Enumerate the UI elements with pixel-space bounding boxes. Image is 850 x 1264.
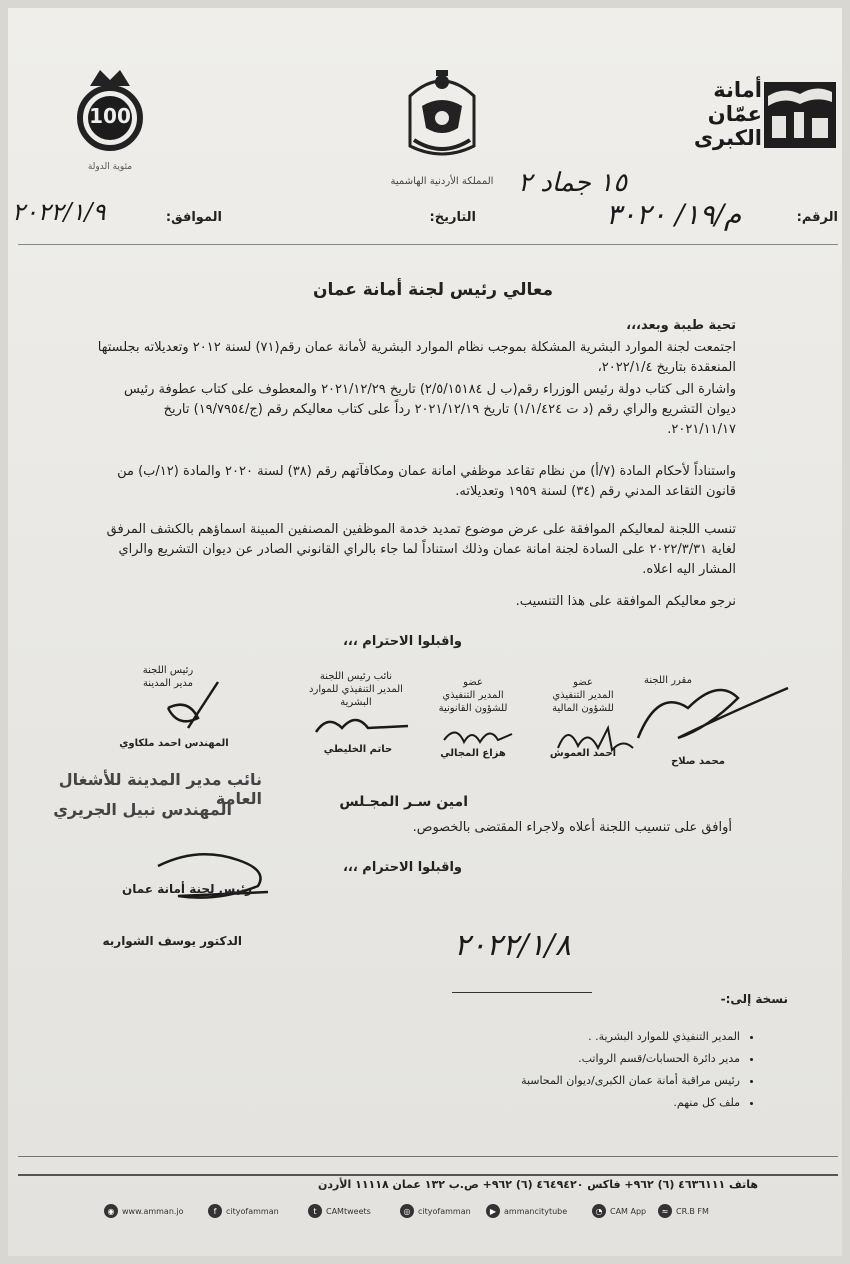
signatory-5-name: المهندس احمد ملكاوي (119, 738, 229, 749)
handwritten-council-date: ٢٠٢٢/١/٨ (454, 928, 571, 963)
copy-item: • ملف كل منهم. (521, 1092, 740, 1114)
social-instagram (400, 1204, 471, 1218)
equiv-value: ٢٠٢٢/١/٩ (12, 198, 106, 226)
chair-name: الدكتور يوسف الشواربه (102, 934, 242, 948)
paragraph-1: اجتمعت لجنة الموارد البشرية المشكلة بموجب نظام الموارد البشرية لأمانة عمان رقم(٧١) لسنة ٢٠١٢ وتعديلاته بجلستها المنعقدة بتاريخ ٢٠٢٢/١/٤، (97, 340, 736, 375)
signatory-3-title: عضو المدير التنفيذي للشؤون القانونية (438, 677, 508, 714)
signatory-5-title: رئيس اللجنة مدير المدينة (142, 665, 194, 689)
signatory-3 (418, 676, 528, 715)
youtube-icon: ▶ (486, 1204, 500, 1218)
social-radio-text: CR.B FM (676, 1206, 709, 1216)
letter-title: معالي رئيس لجنة أمانة عمان (312, 280, 554, 300)
handwritten-hijri-date: ١٥ جماد ٢ (518, 168, 628, 198)
signatory-4 (294, 670, 418, 709)
social-radio (658, 1204, 709, 1218)
date-underline (452, 992, 592, 993)
signatory-2-name: احمد العموش (549, 748, 617, 759)
twitter-icon: t (308, 1204, 322, 1218)
social-facebook (208, 1204, 279, 1218)
signatory-1-name: محمد صلاح (671, 756, 725, 767)
signature-4-icon (308, 708, 418, 744)
social-app-text: CAM App (610, 1206, 647, 1216)
footer-address: هاتف ٤٦٣٦١١١ (٦) ٩٦٢+ فاكس ٤٦٤٩٤٢٠ (٦) ٩٦٢+ ص.ب ١٣٢ عمان ١١١١٨ الأردن (317, 1178, 758, 1191)
paragraph-5: نرجو معاليكم الموافقة على هذا التنسيب. (515, 594, 736, 609)
letter-paper (8, 8, 842, 1256)
signatory-4-name: حاتم الخليطي (323, 744, 393, 755)
social-youtube-text: ammancitytube (504, 1206, 568, 1216)
signatory-3-name: هزاع المجالي (440, 748, 506, 759)
council-approval: أوافق على تنسيب اللجنة أعلاه ولاجراء المقتضى بالخصوص. (412, 820, 732, 835)
paragraph-4: تنسب اللجنة لمعاليكم الموافقة على عرض موضوع تمديد خدمة الموظفين المصنفين المبينة اسماؤهم بالكشف المرفق لغاية ٢٠٢٢/٣/٣١ على السادة لجنة امانة عمان وذلك استناداً لما جاء بالراي القانوني الصادر عن ديوان التشريع والراي المشار اليه اعلاه. (106, 522, 736, 577)
radio-icon: ≈ (658, 1204, 672, 1218)
greeting: تحية طيبة وبعد،،، (626, 318, 736, 333)
signatory-1-title: مقرر اللجنة (644, 675, 692, 686)
footer-divider (18, 1174, 838, 1176)
amman-mark-icon (764, 76, 836, 148)
signatory-4-title: نائب رئيس اللجنة المدير التنفيذي للموارد البشرية (309, 671, 403, 708)
copy-item: • رئيس مراقبة أمانة عمان الكبرى/ديوان المحاسبة (521, 1070, 740, 1092)
paragraph-2: واشارة الى كتاب دولة رئيس الوزراء رقم(ب ل ٢/٥/١٥١٨٤) تاريخ ٢٠٢١/١٢/٢٩ والمعطوف على كتاب عطوفة رئيس ديوان التشريع والراي رقم (د ت ١/١/٤٢٤) تاريخ ٢٠٢١/١٢/١٩ رداً على كتاب معاليكم رقم (ج/١٩/٧٩٥٤) تاريخ ٢٠٢١/١١/١٧. (123, 382, 736, 437)
chair-title: رئيس لجنة أمانة عمان (122, 882, 252, 896)
emblem-caption: المملكة الأردنية الهاشمية (390, 176, 494, 187)
equiv-label: الموافق: (165, 210, 222, 225)
org-name-line-2: عمّان (707, 102, 762, 126)
instagram-icon: ◎ (400, 1204, 414, 1218)
facebook-icon: f (208, 1204, 222, 1218)
social-app (592, 1204, 646, 1218)
signature-3-icon (438, 720, 518, 750)
org-name (694, 78, 762, 150)
org-name-line-3: الكبرى (693, 126, 762, 150)
social-website-text: www.amman.jo (122, 1206, 184, 1216)
copy-item: • المدير التنفيذي للموارد البشرية. . (521, 1026, 740, 1048)
council-heading: امين سـر المجـلس (339, 794, 468, 810)
date-label: التاريخ: (429, 210, 476, 225)
social-twitter-text: CAMtweets (326, 1206, 371, 1216)
copies-list (521, 1026, 746, 1114)
social-facebook-text: cityofamman (226, 1206, 279, 1216)
council-regards: واقبلوا الاحترام ،،، (342, 860, 462, 875)
social-twitter (308, 1204, 371, 1218)
globe-icon: ◉ (104, 1204, 118, 1218)
signatory-2-title: عضو المدير التنفيذي للشؤون المالية (552, 677, 614, 714)
chair-signature-icon (138, 846, 278, 916)
copy-item: • مدير دائرة الحسابات/قسم الرواتب. (521, 1048, 740, 1070)
regards: واقبلوا الاحترام ،،، (342, 634, 462, 649)
reference-divider (18, 244, 838, 245)
social-youtube (486, 1204, 567, 1218)
paragraph-3: واستناداً لأحكام المادة (٧/أ) من نظام تقاعد موظفي امانة عمان ومكافآتهم رقم (٣٨) لسنة ٢٠٢٠ والمادة (١٢/ب) من قانون التقاعد المدني رقم (٣٤) لسنة ١٩٥٩ وتعديلاته. (117, 464, 736, 499)
centenary-number: 100 (89, 104, 131, 128)
number-label: الرقم: (796, 210, 838, 225)
social-website (104, 1204, 184, 1218)
org-name-line-1: أمانة (713, 78, 762, 102)
social-instagram-text: cityofamman (418, 1206, 471, 1216)
stamp-line-1: نائب مدير المدينة للأشغال العامة (58, 770, 262, 808)
signature-1-icon (618, 668, 798, 758)
amman-logo (680, 68, 840, 158)
coat-of-arms-icon (400, 66, 484, 166)
stamp-line-2: المهندس نبيل الجريري (53, 800, 232, 819)
app-icon: ◔ (592, 1204, 606, 1218)
signature-5-icon (148, 678, 228, 738)
number-value: م/١٩/ ٣٠٢٠ (606, 198, 742, 231)
signatory-2 (528, 676, 638, 715)
footer-divider-top (18, 1156, 838, 1157)
copies-label: نسخة إلى:- (720, 992, 788, 1006)
centenary-caption: مئوية الدولة (87, 162, 133, 172)
